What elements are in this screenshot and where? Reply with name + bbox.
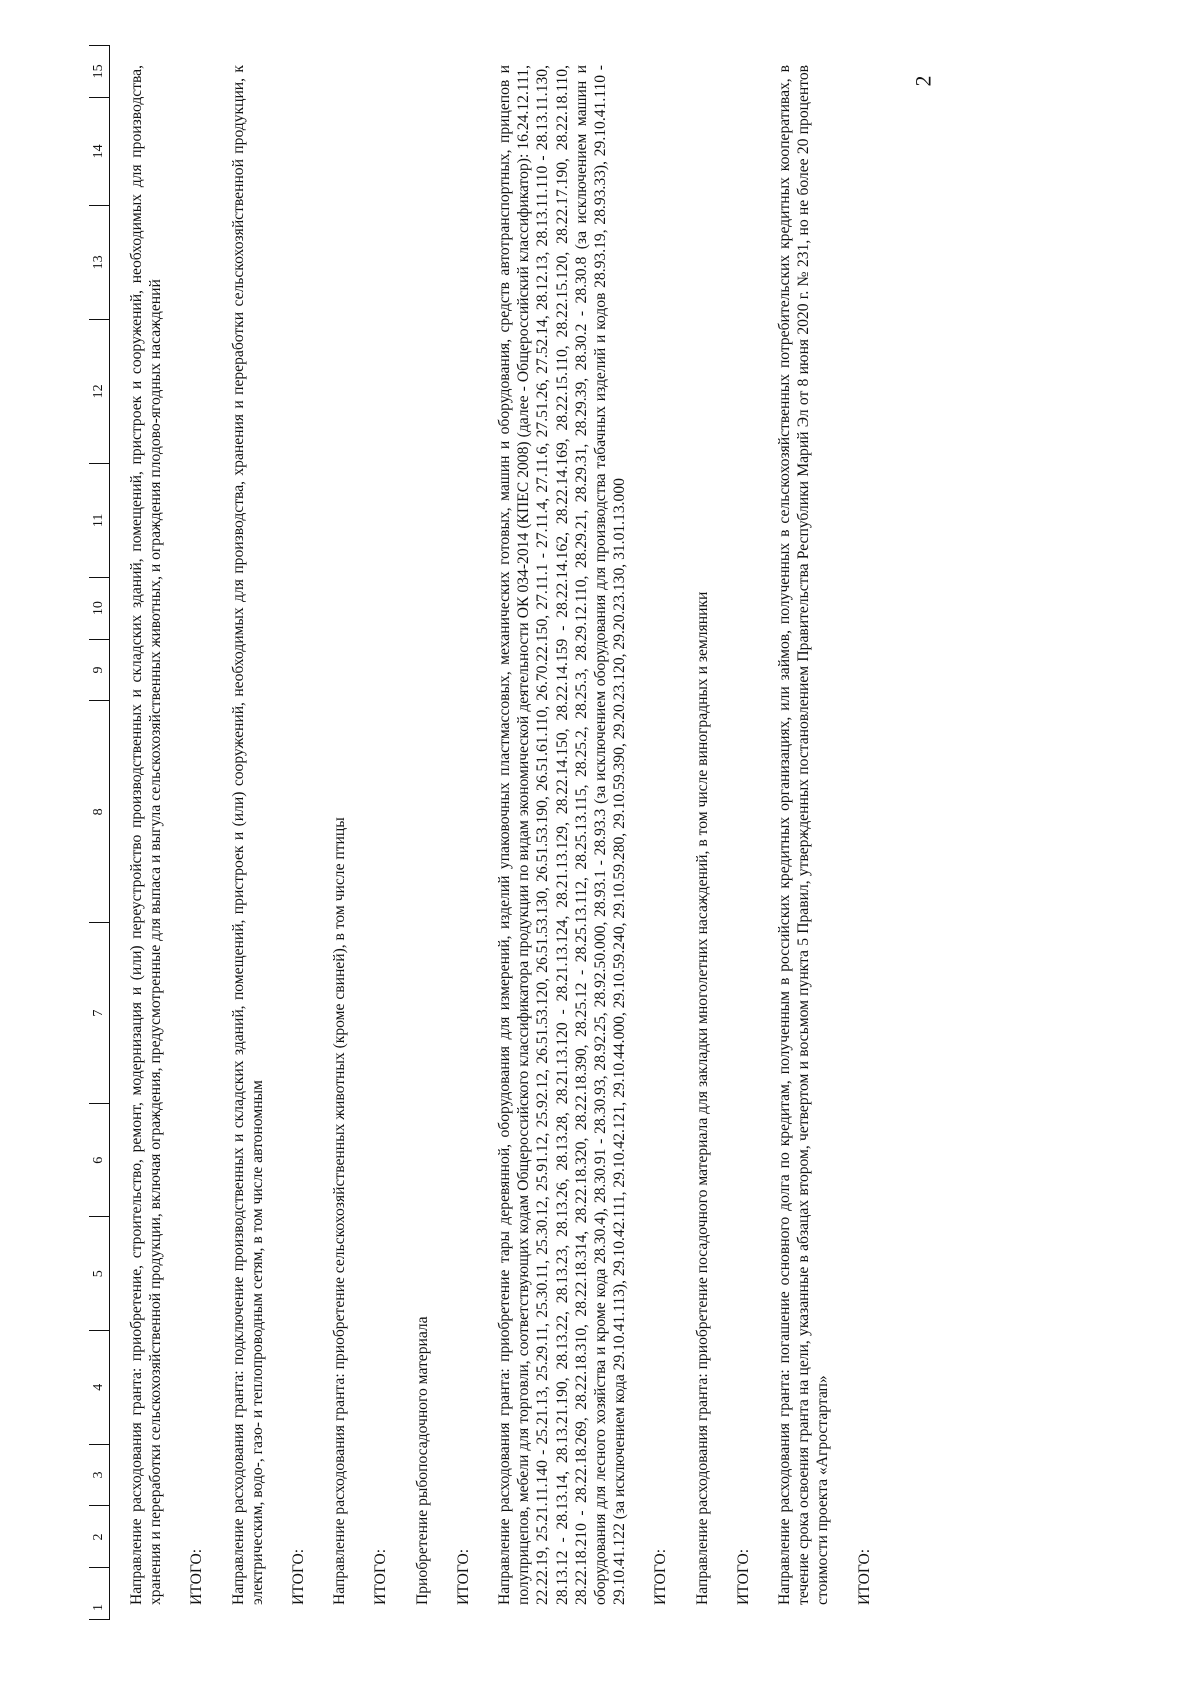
- column-number: 13: [89, 206, 110, 320]
- column-number-header: [89, 45, 110, 1620]
- column-number: 4: [89, 1331, 110, 1445]
- total-label: ИТОГО:: [372, 1548, 390, 1605]
- column-number: 7: [89, 923, 110, 1104]
- total-label: ИТОГО:: [188, 1548, 206, 1605]
- fish-stock-heading: Приобретение рыбопосадочного материала: [413, 1316, 431, 1605]
- column-number: 10: [89, 577, 110, 639]
- table-body: [127, 65, 874, 1605]
- column-number: 3: [89, 1444, 110, 1506]
- column-number: 8: [89, 701, 110, 923]
- column-number: 15: [89, 46, 110, 98]
- total-label: ИТОГО:: [855, 1548, 873, 1605]
- column-number: 1: [89, 1568, 110, 1620]
- column-number: 5: [89, 1217, 110, 1331]
- column-number: 14: [89, 97, 110, 205]
- column-number: 6: [89, 1103, 110, 1217]
- column-number: 12: [89, 319, 110, 463]
- total-label: ИТОГО:: [290, 1548, 308, 1605]
- grant-direction-equipment: Направление расходования гранта: приобретение тары деревянной, оборудования для измерений, изделий упаковочных пластмассовых, механических готовых, машин и оборудования, средств автотранспортных, прицепов и полуприцепов, мебели для торговли, соответствующих кодам Общероссийского классификатора продукции по видам экономической деятельности ОК 034-2014 (КПЕС 2008) (далее - Общероссийский классификатор): 16.24.12.111, 22.22.19, 25.21.11.140 - 25.21.13, 25.29.11, 25.30.11, 25.30.12, 25.91.12, 25.92.12, 26.51.53.120, 26.51.53.130, 26.51.53.190, 26.51.61.110, 26.70.22.150, 27.11.1 - 27.11.4, 27.11.6, 27.51.26, 27.52.14, 28.12.13, 28.13.11.110 - 28.13.11.130, 28.13.12 - 28.13.14, 28.13.21.190, 28.13.22, 28.13.23, 28.13.26, 28.13.28, 28.21.13.120 - 28.21.13.124, 28.21.13.129, 28.22.14.150, 28.22.14.159 - 28.22.14.162, 28.22.14.169, 28.22.15.110, 28.22.15.120, 28.22.17.190, 28.22.18.110, 28.22.18.210 - 28.22.18.269, 28.22.18.310, 28.22.18.314, 28.22.18.320, 28.22.18.390, 28.25.12 - 28.25.13.112, 28.25.13.115, 28.25.2, 28.25.3, 28.29.12.110, 28.29.21, 28.29.31, 28.29.39, 28.30.2 - 28.30.8 (за исключением машин и оборудования для лесного хозяйства и кроме кода 28.30.4), 28.30.91 - 28.30.93, 28.92.25, 28.92.50.000, 28.93.1 - 28.93.3 (за исключением оборудования для производства табачных изделий и кодов 28.93.19, 28.93.33), 29.10.41.110 - 29.10.41.122 (за исключением кода 29.10.41.113), 29.10.42.111, 29.10.42.121, 29.10.44.000, 29.10.59.240, 29.10.59.280, 29.10.59.390, 29.20.23.120, 29.20.23.130, 31.01.13.000: [496, 65, 629, 1605]
- grant-direction-loan-repayment: Направление расходования гранта: погашение основного долга по кредитам, полученным в российских кредитных организациях, или займов, полученных в сельскохозяйственных потребительских кредитных кооперативах, в течение срока освоения гранта на цели, указанные в абзацах втором, четвертом и восьмом пункта 5 Правил, утвержденных постановлением Правительства Республики Марий Эл от 8 июня 2020 г. № 231, но не более 20 процентов стоимости проекта «Агростартап»: [776, 65, 832, 1605]
- grant-direction-utilities: Направление расходования гранта: подключение производственных и складских зданий, помещений, пристроек и (или) сооружений, необходимых для производства, хранения и переработки сельскохозяйственной продукции, к электрическим, водо-, газо- и теплопроводным сетям, в том числе автономным: [229, 65, 266, 1605]
- grant-direction-animals: Направление расходования гранта: приобретение сельскохозяйственных животных (кроме свиней), в том числе птицы: [331, 817, 349, 1605]
- grant-direction-buildings: Направление расходования гранта: приобретение, строительство, ремонт, модернизация и (или) переустройство производственных и складских зданий, помещений, пристроек и сооружений, необходимых для производства, хранения и переработки сельскохозяйственной продукции, включая ограждения, предусмотренные для выпаса и выгула сельскохозяйственных животных, и ограждения плодово-ягодных насаждений: [128, 65, 165, 1605]
- column-number: 9: [89, 639, 110, 701]
- grant-direction-planting: Направление расходования гранта: приобретение посадочного материала для закладки многолетних насаждений, в том числе виноградных и земляники: [693, 591, 711, 1605]
- total-label: ИТОГО:: [734, 1548, 752, 1605]
- rotated-page-content: [85, 35, 1115, 1635]
- total-label: ИТОГО:: [454, 1548, 472, 1605]
- page-number: 2: [910, 75, 936, 87]
- column-number: 2: [89, 1506, 110, 1568]
- column-number: 11: [89, 464, 110, 578]
- total-label: ИТОГО:: [652, 1548, 670, 1605]
